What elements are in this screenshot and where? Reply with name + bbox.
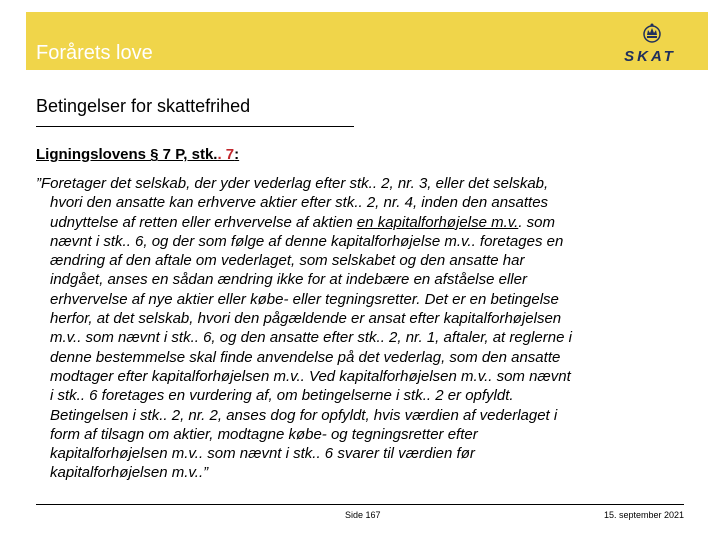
header-title: Forårets love: [36, 42, 153, 64]
text-line: modtager efter kapitalforhøjelsen m.v.. Ved kapitalforhøjelsen m.v.. som nævnt: [50, 367, 571, 385]
text-line: ændring af den aftale om vederlaget, som selskabet og den ansatte har: [50, 252, 525, 270]
text-line: denne bestemmelse skal finde anvendelse på det vederlag, som den ansatte: [50, 348, 561, 366]
text-line: erhvervelse af nye aktier eller købe- eller tegningsretter. Det er en betingelse: [50, 290, 559, 308]
text-line: kapitalforhøjelsen m.v.. som nævnt i stk.. 6 svarer til værdien før: [50, 445, 475, 463]
text-line: indgået, anses en sådan ændring ikke for at indebære en afståelse eller: [50, 271, 527, 289]
quoted-law-text: [36, 174, 696, 483]
logo-text: SKAT: [624, 48, 676, 65]
underlined-term: en kapitalforhøjelse m.v.: [356, 213, 519, 231]
law-ref-prefix: Ligningslovens § 7 P, stk.: [36, 146, 218, 163]
page-number: Side 167: [345, 510, 381, 520]
text-line: kapitalforhøjelsen m.v..”: [50, 464, 209, 482]
subtitle-divider: [36, 126, 354, 127]
law-ref-highlight: . 7: [217, 146, 235, 163]
text-line: Betingelsen i stk.. 2, nr. 2, anses dog for opfyldt, hvis værdien af vederlaget i: [50, 406, 558, 424]
text-line-with-underline: [36, 213, 696, 232]
text-line: hvori den ansatte kan erhverve aktier efter stk.. 2, nr. 4, inden den ansattes: [50, 194, 549, 212]
text-line-start: udnyttelse af retten eller erhvervelse af aktien: [50, 213, 357, 231]
header-bar: [26, 12, 708, 70]
text-line-end: . som: [518, 213, 555, 231]
text-line: nævnt i stk.. 6, og der som følge af denne kapitalforhøjelse m.v.. foretages en: [50, 232, 564, 250]
text-line: ”Foretager det selskab, der yder vederlag efter stk.. 2, nr. 3, eller det selskab,: [36, 175, 549, 192]
text-line: herfor, at det selskab, hvori den pågældende er ansat efter kapitalforhøjelsen: [50, 310, 562, 328]
slide-subtitle: Betingelser for skattefrihed: [36, 96, 251, 116]
law-reference: [36, 146, 239, 163]
footer-date: 15. september 2021: [603, 510, 684, 520]
text-line: form af tilsagn om aktier, modtagne købe- og tegningsretter efter: [50, 425, 478, 443]
crown-icon: [642, 22, 662, 44]
law-ref-suffix: :: [234, 146, 240, 163]
text-line: i stk.. 6 foretages en vurdering af, om betingelserne i stk.. 2 er opfyldt.: [50, 387, 514, 405]
text-line: m.v.. som nævnt i stk.. 6, og den ansatte efter stk.. 2, nr. 1, aftaler, at reglerne i: [50, 329, 572, 347]
footer-divider: [36, 504, 684, 505]
skat-logo: [614, 22, 686, 68]
